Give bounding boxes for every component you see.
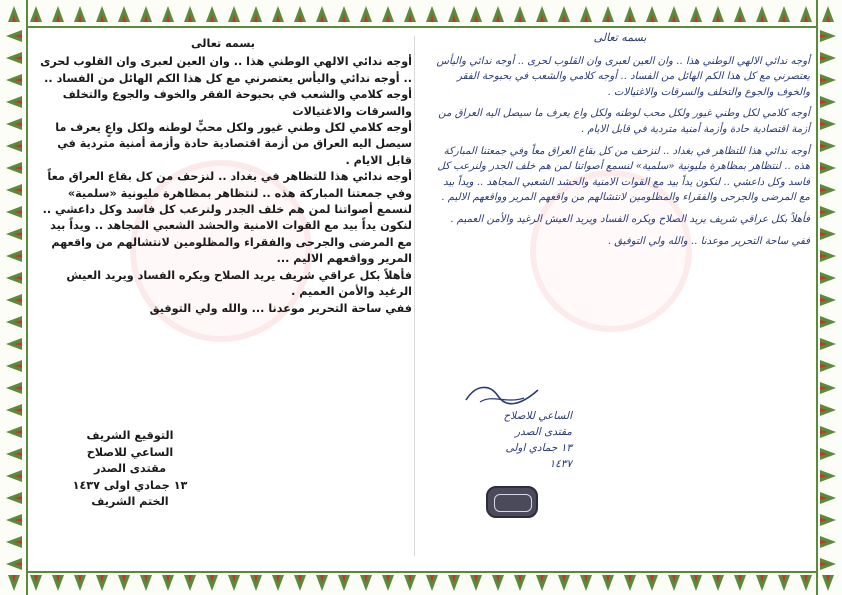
typed-transcription <box>34 36 412 317</box>
typed-signature-line-5: الختم الشريف <box>91 495 169 508</box>
handwritten-paragraph-2: أوجه كلامي لكل وطني غيور ولكل محب لوطنه ولكل واع يعرف ما سيصل اليه العراق من أزمة اقتصادية حادة وأزمة أمنية متردية في قابل الايام . <box>438 108 810 135</box>
page-divider <box>414 36 415 556</box>
handwritten-heading: بسمه تعالى <box>593 31 647 44</box>
official-seal <box>486 486 538 518</box>
handwritten-signature-line-2: مقتدى الصدر <box>515 426 572 438</box>
handwritten-paragraph-4: فأهلاً بكل عراقي شريف يريد الصلاح ويكره الفساد ويريد العيش الرغيد والأمن العميم . <box>450 213 810 225</box>
typed-heading: بسمه تعالى <box>190 37 255 50</box>
typed-signature-line-4: ١٣ جمادي اولى ١٤٣٧ <box>72 478 188 492</box>
handwritten-signature-line-1: الساعي للاصلاح <box>503 410 572 422</box>
typed-paragraph-3: أوجه ندائي هذا للتظاهر في بغداد .. لنزحف من كل بقاع العراق معاً وفي جمعتنا المباركة هذه .. لنتظاهر بمظاهرة مليونية «سلمية» لنسمع أصواتنا لمن هم خلف الجدر ولنرعب كل فاسد وكل داعشي .. لنكون يداً بيد مع القوات الامنية والحشد الشعبي المجاهد .. ويداً بيد مع المرضى والجرحى والفقراء والمظلومين لانتشالهم من واقعهم المرير وواقعهم الاليم ... <box>42 170 412 266</box>
handwritten-signature-line-3: ١٣ جمادي اولى <box>505 442 572 454</box>
typed-signature-line-1: التوقيع الشريف <box>86 429 174 442</box>
handwritten-signature-line-4: ١٤٣٧ <box>549 458 572 470</box>
typed-signature-block <box>60 428 200 511</box>
handwritten-paragraph-5: ففي ساحة التحرير موعدنا .. والله ولي التوفيق . <box>607 235 810 247</box>
handwritten-paragraph-1: أوجه ندائي الالهي الوطني هذا .. وان العين لعبرى وان القلوب لحرى .. أوجه ندائي واليأس يعتصرني مع كل هذا الكم الهائل من الفساد .. أوجه كلامي والشعب في بحبوحة الفقر والخوف والجوع والتخلف والسرقات والاغتيالات . <box>436 55 810 98</box>
typed-paragraph-2: أوجه كلامي لكل وطني غيور ولكل محبٍّ لوطنه ولكل واعٍ يعرف ما سيصل اليه العراق من أزمة اقتصادية حادة وأزمة أمنية متردية في قابل الايام . <box>55 121 412 167</box>
official-seal-inner <box>494 494 532 512</box>
handwritten-signature-scribble <box>462 380 542 410</box>
typed-paragraph-1: أوجه ندائي الالهي الوطني هذا .. وان العين لعبرى وان القلوب لحرى .. أوجه ندائي واليأس يعتصرني مع كل هذا الكم الهائل من الفساد .. أوجه كلامي والشعب في بحبوحة الفقر والخوف والجوع والتخلف والسرقات والاغتيالات <box>40 55 412 118</box>
handwritten-letter <box>430 30 810 255</box>
typed-signature-line-2: الساعي للاصلاح <box>86 445 174 459</box>
typed-signature-line-3: مقتدى الصدر <box>93 462 167 475</box>
typed-paragraph-4: فأهلاً بكل عراقي شريف يريد الصلاح ويكره الفساد ويريد العيش الرغيد والأمن العميم . <box>66 268 412 299</box>
handwritten-paragraph-3: أوجه ندائي هذا للتظاهر في بغداد .. لنزحف من كل بقاع العراق معاً وفي جمعتنا المباركة هذه .. لنتظاهر بمظاهرة مليونية «سلمية» لنسمع أصواتنا لمن هم خلف الجدر ولنرعب كل فاسد وكل داعشي .. لنكون يداً بيد مع القوات الامنية والحشد الشعبي المجاهد .. ويداً بيد مع المرضى والجرحى والفقراء والمظلومين لانتشالهم من واقعهم المرير وواقعهم الاليم . <box>437 145 810 204</box>
handwritten-signature-block <box>452 408 572 472</box>
typed-paragraph-5: ففي ساحة التحرير موعدنا ... والله ولي التوفيق <box>149 301 412 315</box>
